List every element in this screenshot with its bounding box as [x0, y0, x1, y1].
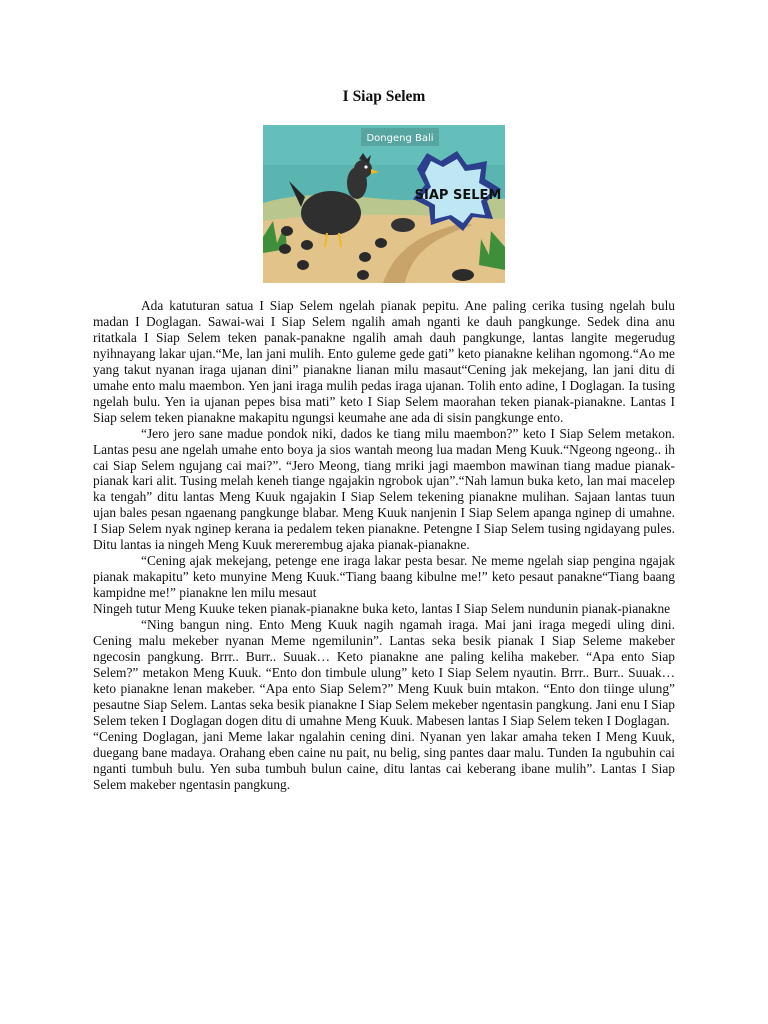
logo-text: SIAP SELEM	[414, 188, 502, 203]
paragraph: “Ning bangun ning. Ento Meng Kuuk nagih ngamah iraga. Mai jani iraga megedi uling dini. Cening malu mekeber nyanan Meme ngemilunin”. Lantas seka besik pianak I Siap Seleme makeber ngecosin pangkung. Brrr.. Burr.. Suuak… Keto pianakne ane paling keliha makeber. “Apa ento Siap Selem?” metakon Meng Kuuk. “Ento don timbule ulung” keto I Siap Selem nyautin. Brrr.. Burr.. Suuak… keto pianakne lenan makeber. “Apa ento Siap Selem?” Meng Kuuk buin mtakon. “Ento don tiinge ulung” pesautne Siap Selem. Lantas seka besik pianakne I Siap Selem mekeber ngentasin pangkung. Jani enu I Siap Selem teken I Doglagan dogen ditu di umahne Meng Kuuk. Mabesen lantas I Siap Selem teken I Doglagan.	[93, 617, 675, 728]
paragraph: “Jero jero sane madue pondok niki, dados ke tiang milu maembon?” keto I Siap Selem metakon. Lantas pesu ane ngelah umahe ento boya ja sios wantah meong lua madan Meng Kuuk.“Ngeong ngeong.. ih cai Siap Selem ngujang cai mai?”. “Jero Meong, tiang mriki jagi maembon mawinan tiang madue pianak-pianak kari alit. Tusing melah keneh tiange ngajakin ngrobok ujan”.“Nah lamun buka keto, lan mai macelep ka tengah” ditu lantas Meng Kuuk ngajakin I Siap Selem tekening pianakne mulihan. Sajaan lantas tuun ujan bales pesan ngaenang pangkunge blabar. Meng Kuuk nanjenin I Siap Selem apanga nginep di umahne. I Siap Selem nyak nginep kerana ia pedalem teken pianakne. Petengne I Siap Selem tusing ngidayang pules. Ditu lantas ia ningeh Meng Kuuk mererembug ajaka pianak-pianakne.	[93, 425, 675, 553]
paragraph: Ningeh tutur Meng Kuuke teken pianak-pianakne buka keto, lantas I Siap Selem nundunin pianak-pianakne	[93, 601, 671, 617]
page-title: I Siap Selem	[342, 88, 426, 105]
paragraph: “Cening ajak mekejang, petenge ene iraga lakar pesta besar. Ne meme ngelah siap pengina ngajak pianak makapitu” keto munyine Meng Kuuk.“Tiang baang kibulne me!” keto pesaut panakne“Tiang baang kampidne me!” pianakne len milu mesaut	[93, 553, 675, 601]
rock	[452, 269, 474, 281]
rock	[391, 218, 415, 232]
paragraph: Ada katuturan satua I Siap Selem ngelah pianak pepitu. Ane paling cerika tusing ngelah bulu madan I Doglagan. Sawai-wai I Siap Selem ngalih amah nganti ke dauh pangkunge. Sedek dina anu ritatkala I Siap Selem teken panak-panakne ngalih amah dauh pangkunge, lantas langite megerudug nyihnayang lakar ujan.“Me, lan jani mulih. Ento guleme gede gati” keto pianakne kelihan ngomong.“Ao me yang takut nyanan iraga ujanan dini” pianakne lianan milu masaut“Cening jak mekejang, lan jani ditu di umahe ento malu maembon. Yen jani iraga mulih pedas iraga ujanan. Tolih ento adine, I Doglagan. Ia tusing ngelah bulu. Yen ia ujanan pepes bisa mati” keto I Siap Selem maorahan teken pianak-pianakne. Lantas I Siap selem teken pianakne makapitu ngungsi keumahe ane ada di sisin pangkunge ento.	[93, 298, 675, 425]
banner-text: Dongeng Bali	[366, 133, 434, 144]
story-illustration	[263, 125, 505, 283]
paragraph: “Cening Doglagan, jani Meme lakar ngalahin cening dini. Nyanan yen lakar amaha teken I Meng Kuuk, duegang bane madaya. Orahang eben caine nu pait, nu belig, sing pantes daar malu. Tunden Ia ngubuhin cai nganti tumbuh bulu. Yen suba tumbuh bulun caine, ditu lantas cai keberang ibane mulih”. Lantas I Siap Selem makeber ngentasin pangkung.	[93, 728, 675, 792]
story-text	[93, 298, 675, 793]
